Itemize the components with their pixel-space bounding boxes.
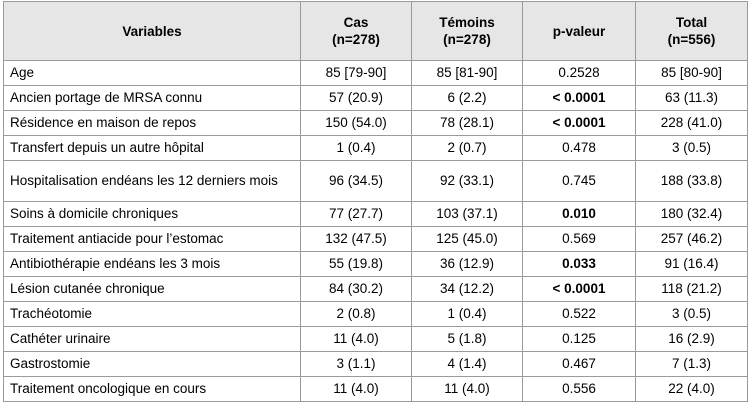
cell-p-valeur: 0.125 <box>523 327 636 352</box>
table-row <box>4 252 748 277</box>
cell-total: 63 (11.3) <box>636 86 748 111</box>
results-table <box>3 1 748 402</box>
table-row <box>4 302 748 327</box>
cell-total: 118 (21.2) <box>636 277 748 302</box>
table-row <box>4 86 748 111</box>
cell-variable: Age <box>4 61 301 86</box>
cell-cas: 96 (34.5) <box>301 161 412 202</box>
cell-temoins: 2 (0.7) <box>412 136 523 161</box>
cell-total: 3 (0.5) <box>636 136 748 161</box>
cell-temoins: 11 (4.0) <box>412 377 523 402</box>
cell-variable: Résidence en maison de repos <box>4 111 301 136</box>
cell-p-valeur: 0.478 <box>523 136 636 161</box>
cell-variable: Ancien portage de MRSA connu <box>4 86 301 111</box>
cell-p-valeur: < 0.0001 <box>523 111 636 136</box>
cell-total: 22 (4.0) <box>636 377 748 402</box>
cell-temoins: 1 (0.4) <box>412 302 523 327</box>
cell-p-valeur: 0.2528 <box>523 61 636 86</box>
cell-cas: 77 (27.7) <box>301 202 412 227</box>
cell-cas: 55 (19.8) <box>301 252 412 277</box>
cell-p-valeur: 0.033 <box>523 252 636 277</box>
cell-total: 188 (33.8) <box>636 161 748 202</box>
cell-variable: Transfert depuis un autre hôpital <box>4 136 301 161</box>
cell-variable: Traitement antiacide pour l’estomac <box>4 227 301 252</box>
cell-total: 180 (32.4) <box>636 202 748 227</box>
cell-temoins: 78 (28.1) <box>412 111 523 136</box>
cell-total: 85 [80-90] <box>636 61 748 86</box>
table-body <box>4 61 748 402</box>
cell-p-valeur: 0.569 <box>523 227 636 252</box>
cell-cas: 11 (4.0) <box>301 377 412 402</box>
cell-cas: 2 (0.8) <box>301 302 412 327</box>
header-variables: Variables <box>4 2 301 61</box>
cell-cas: 85 [79-90] <box>301 61 412 86</box>
cell-cas: 132 (47.5) <box>301 227 412 252</box>
cell-p-valeur: < 0.0001 <box>523 86 636 111</box>
cell-cas: 1 (0.4) <box>301 136 412 161</box>
table-row <box>4 277 748 302</box>
cell-cas: 150 (54.0) <box>301 111 412 136</box>
header-temoins: Témoins (n=278) <box>412 2 523 61</box>
header-cas: Cas (n=278) <box>301 2 412 61</box>
cell-temoins: 103 (37.1) <box>412 202 523 227</box>
cell-temoins: 5 (1.8) <box>412 327 523 352</box>
cell-p-valeur: 0.467 <box>523 352 636 377</box>
cell-p-valeur: 0.745 <box>523 161 636 202</box>
header-row <box>4 2 748 61</box>
cell-p-valeur: 0.010 <box>523 202 636 227</box>
cell-temoins: 85 [81-90] <box>412 61 523 86</box>
cell-temoins: 36 (12.9) <box>412 252 523 277</box>
cell-cas: 3 (1.1) <box>301 352 412 377</box>
table-row <box>4 327 748 352</box>
header-p-valeur: p-valeur <box>523 2 636 61</box>
table-row <box>4 111 748 136</box>
table-row <box>4 377 748 402</box>
cell-variable: Gastrostomie <box>4 352 301 377</box>
table-row <box>4 161 748 202</box>
cell-temoins: 92 (33.1) <box>412 161 523 202</box>
table-container <box>3 1 747 402</box>
cell-p-valeur: 0.522 <box>523 302 636 327</box>
cell-variable: Traitement oncologique en cours <box>4 377 301 402</box>
cell-temoins: 125 (45.0) <box>412 227 523 252</box>
cell-cas: 11 (4.0) <box>301 327 412 352</box>
cell-total: 228 (41.0) <box>636 111 748 136</box>
table-row <box>4 61 748 86</box>
cell-temoins: 34 (12.2) <box>412 277 523 302</box>
cell-cas: 57 (20.9) <box>301 86 412 111</box>
cell-total: 3 (0.5) <box>636 302 748 327</box>
cell-variable: Antibiothérapie endéans les 3 mois <box>4 252 301 277</box>
header-total: Total (n=556) <box>636 2 748 61</box>
cell-variable: Soins à domicile chroniques <box>4 202 301 227</box>
cell-total: 91 (16.4) <box>636 252 748 277</box>
table-row <box>4 352 748 377</box>
table-row <box>4 227 748 252</box>
cell-variable: Cathéter urinaire <box>4 327 301 352</box>
cell-cas: 84 (30.2) <box>301 277 412 302</box>
cell-p-valeur: < 0.0001 <box>523 277 636 302</box>
cell-variable: Trachéotomie <box>4 302 301 327</box>
cell-p-valeur: 0.556 <box>523 377 636 402</box>
cell-total: 7 (1.3) <box>636 352 748 377</box>
table-row <box>4 202 748 227</box>
cell-variable: Hospitalisation endéans les 12 derniers mois <box>4 161 301 202</box>
table-row <box>4 136 748 161</box>
cell-temoins: 4 (1.4) <box>412 352 523 377</box>
cell-temoins: 6 (2.2) <box>412 86 523 111</box>
cell-total: 16 (2.9) <box>636 327 748 352</box>
cell-total: 257 (46.2) <box>636 227 748 252</box>
cell-variable: Lésion cutanée chronique <box>4 277 301 302</box>
